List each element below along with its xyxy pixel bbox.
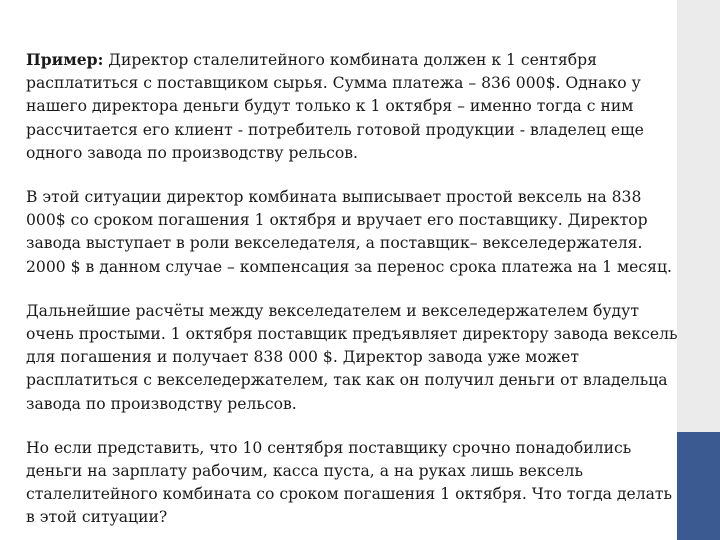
slide-body bbox=[26, 48, 678, 530]
example-lead: Пример: bbox=[26, 50, 104, 69]
paragraph-4: Но если представить, что 10 сентября поставщику срочно понадобились деньги на зарплату рабочим, касса пуста, а на руках лишь вексель сталелитейного комбината со сроком погашения 1 октября. Что тогда делать в этой ситуации? bbox=[26, 438, 673, 527]
paragraph-2: В этой ситуации директор комбината выписывает простой вексель на 838 000$ со сроком погашения 1 октября и вручает его поставщику. Директор завода выступает в роли векселедателя, а поставщик– векселедержателя. 2000 $ в данном случае – компенсация за перенос срока платежа на 1 месяц. bbox=[26, 188, 672, 276]
paragraph-example bbox=[26, 48, 678, 165]
sidebar-accent-block bbox=[677, 432, 720, 540]
paragraph-1-text: Директор сталелитейного комбината должен к 1 сентября расплатиться с поставщиком сырья. Сумма платежа – 836 000$. Однако у нашего директора деньги будут только к 1 октября – именно тогда с ним рассчитается его клиент - потребитель готовой продукции - владелец еще одного завода по производству рельсов. bbox=[26, 51, 644, 162]
paragraph-3: Дальнейшие расчёты между векселедателем и векселедержателем будут очень простыми. 1 октября поставщик предъявляет директору завода вексель для погашения и получает 838 000 $. Директор завода уже может расплатиться с векселедержателем, так как он получил деньги от владельца завода по производству рельсов. bbox=[26, 301, 678, 413]
